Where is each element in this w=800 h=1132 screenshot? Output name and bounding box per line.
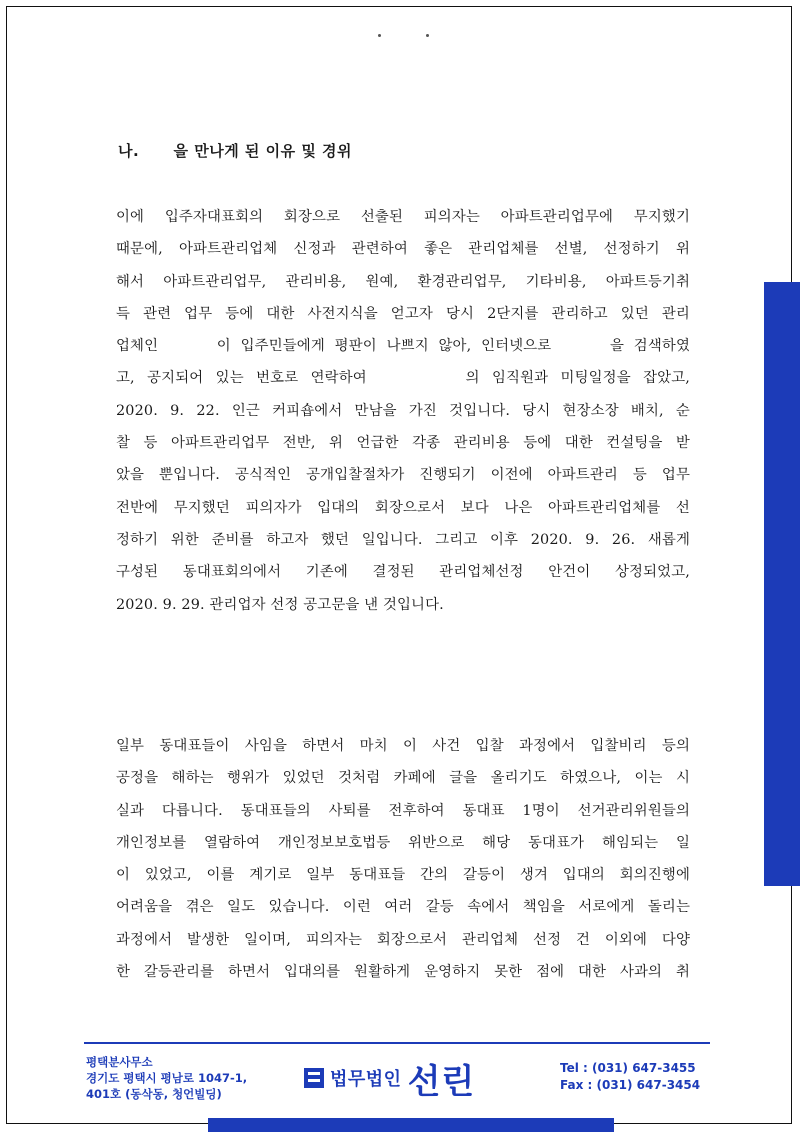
paragraph-line: 과정에서 발생한 일이며, 피의자는 회장으로서 관리업체 선정 건 이외에 다양	[116, 931, 690, 948]
paragraph-line: 실과 다릅니다. 동대표들의 사퇴를 전후하여 동대표 1명이 선거관리위원들의	[116, 802, 690, 819]
logo-text-small: 법무법인	[330, 1069, 402, 1090]
logo-text-big: 선린	[407, 1061, 476, 1102]
law-firm-logo	[304, 1054, 475, 1102]
paragraph-line: 어려움을 겪은 일도 있습니다. 이런 여러 갈등 속에서 책임을 서로에게 돌리는	[116, 899, 690, 916]
paragraph-line: 정하기 위한 준비를 하고자 했던 일입니다. 그리고 이후 2020. 9. 26. 새롭게	[116, 531, 690, 548]
footer-divider	[84, 1042, 710, 1044]
paragraph-line: 전반에 무지했던 피의자가 입대의 회장으로서 보다 나은 아파트관리업체를 선	[116, 499, 690, 516]
paragraph-2	[116, 730, 690, 988]
paragraph-line: 일부 동대표들이 사임을 하면서 마치 이 사건 입찰 과정에서 입찰비리 등의	[116, 738, 690, 754]
paragraph-1	[116, 201, 690, 621]
footer-fax: Fax : (031) 647-3454	[560, 1078, 701, 1092]
footer-contact	[560, 1060, 700, 1094]
paragraph-line: 고, 공지되어 있는 번호로 연락하여 의 임직원과 미팅일정을 잡았고,	[116, 370, 690, 387]
footer-bottom-bar	[208, 1118, 614, 1132]
paragraph-line: 한 갈등관리를 하면서 입대의를 원활하게 운영하지 못한 점에 대한 사과의 취	[116, 964, 690, 981]
paragraph-line: 때문에, 아파트관리업체 신정과 관련하여 좋은 관리업체를 선별, 선정하기 위	[116, 241, 690, 258]
side-tab-marker	[764, 282, 800, 886]
paragraph-line: 이 있었고, 이를 계기로 일부 동대표들 간의 갈등이 생겨 입대의 회의진행에	[116, 867, 690, 884]
logo-mark-icon	[304, 1068, 324, 1088]
paragraph-line: 개인정보를 열람하여 개인정보보호법등 위반으로 해당 동대표가 해임되는 일	[116, 834, 690, 851]
paragraph-line: 찰 등 아파트관리업무 전반, 위 언급한 각종 관리비용 등에 대한 컨설팅을 받	[116, 435, 690, 452]
scan-dot	[378, 34, 381, 37]
footer-office-info	[86, 1054, 247, 1102]
footer-office-name: 평택분사무소	[86, 1055, 153, 1069]
footer-address-line2: 401호 (동삭동, 청언빌딩)	[86, 1087, 222, 1101]
footer-tel: Tel : (031) 647-3455	[560, 1061, 696, 1075]
paragraph-line: 2020. 9. 29. 관리업자 선정 공고문을 낸 것입니다.	[116, 596, 444, 613]
scan-dots	[372, 34, 432, 44]
paragraph-line: 2020. 9. 22. 인근 커피숍에서 만남을 가진 것입니다. 당시 현장소장 배치, 순	[116, 402, 690, 419]
paragraph-line: 공정을 해하는 행위가 있었던 것처럼 카페에 글을 올리기도 하였으나, 이는 시	[116, 770, 690, 787]
scan-dot	[426, 34, 429, 37]
paragraph-line: 았을 뿐입니다. 공식적인 공개입찰절차가 진행되기 이전에 아파트관리 등 업무	[116, 467, 690, 484]
paragraph-line: 구성된 동대표회의에서 기존에 결정된 관리업체선정 안건이 상정되었고,	[116, 564, 690, 581]
paragraph-line: 이에 입주자대표회의 회장으로 선출된 피의자는 아파트관리업무에 무지했기	[116, 209, 690, 225]
paragraph-line: 득 관련 업무 등에 대한 사전지식을 얻고자 당시 2단지를 관리하고 있던 관리	[116, 305, 690, 322]
footer-address-line1: 경기도 평택시 평남로 1047-1,	[86, 1071, 248, 1085]
paragraph-line: 업체인 이 입주민들에게 평판이 나쁘지 않아, 인터넷으로 을 검색하였	[116, 338, 690, 355]
section-heading: 나. 을 만나게 된 이유 및 경위	[118, 142, 353, 160]
paragraph-line: 해서 아파트관리업무, 관리비용, 원예, 환경관리업무, 기타비용, 아파트등기취	[116, 273, 690, 290]
